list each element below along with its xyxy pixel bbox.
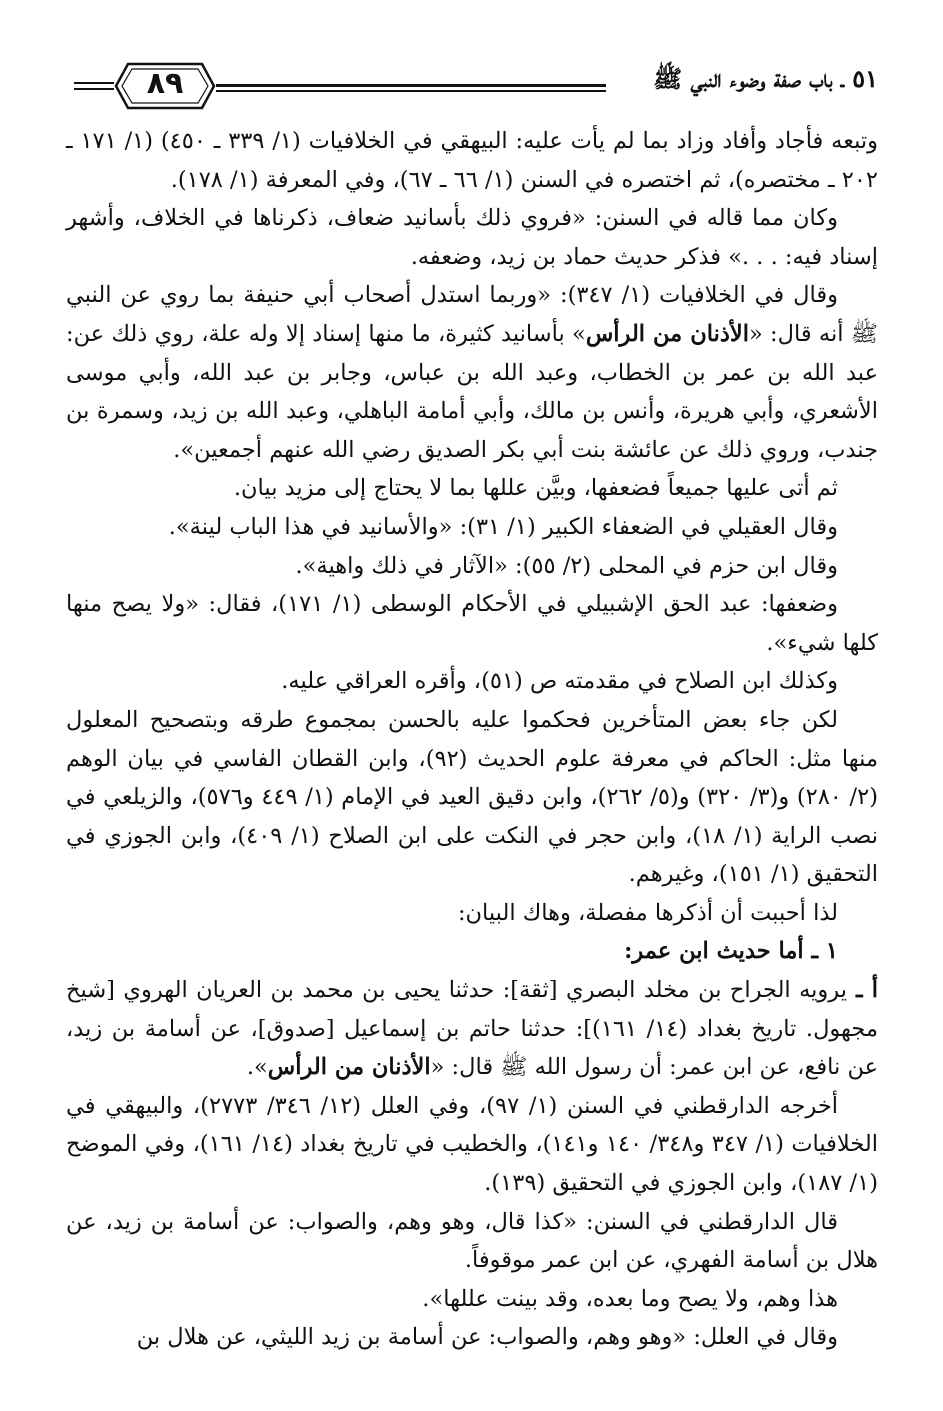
text-run: وكذلك ابن الصلاح في مقدمته ص (٥١)، وأقره العراقي عليه. [281,668,838,695]
bold-text: الأذنان من الرأس [267,1054,431,1081]
page-number-badge [114,60,216,112]
paragraph [66,1318,878,1357]
text-run: وضعفها: عبد الحق الإشبيلي في الأحكام الوسطى (١/ ١٧١)، فقال: «ولا يصح منها كلها شيء». [66,591,878,656]
header-rule [74,82,114,84]
text-run: وتبعه فأجاد وأفاد وزاد بما لم يأت عليه: البيهقي في الخلافيات (١/ ٣٣٩ ـ ٤٥٠) (١/ ١٧١ ـ ٢٠٢ ـ مختصره)، ثم اختصره في السنن (١/ ٦٦ ـ ٦٧)، وفي المعرفة (١/ ١٧٨). [66,128,879,193]
header-rule [216,84,606,87]
page-header [66,58,878,120]
text-run: وقال العقيلي في الضعفاء الكبير (١/ ٣١): «والأسانيد في هذا الباب لينة». [168,513,838,540]
text-run: وقال في الخلافيات (١/ ٣٤٧): «وربما استدل أصحاب أبي حنيفة بما روي عن النبي ﷺ أنه قال: « [66,282,878,347]
paragraph [66,547,878,586]
text-run: لذا أحببت أن أذكرها مفصلة، وهاك البيان: [457,899,838,926]
paragraph [66,932,878,971]
page-number: ٨٩ [146,66,184,101]
paragraph [66,1280,878,1319]
paragraph [66,199,878,276]
paragraph [66,662,878,701]
body-text [66,122,878,1357]
text-run: وقال في العلل: «وهو وهم، والصواب: عن أسامة بن زيد الليثي، عن هلال بن [136,1324,838,1351]
text-run: ثم أتى عليها جميعاً فضعفها، وبيَّن عللها بما لا يحتاج إلى مزيد بيان. [233,475,838,502]
bold-text: ١ ـ أما حديث ابن عمر: [624,938,838,965]
header-rule [216,90,606,92]
text-run: ». [246,1054,268,1081]
paragraph [66,1203,878,1280]
paragraph [66,894,878,933]
text-run: وكان مما قاله في السنن: «فروي ذلك بأسانيد ضعاف، ذكرناها في الخلاف، وأشهر إسناد فيه: . . .» فذكر حديث حماد بن زيد، وضعفه. [66,205,878,270]
paragraph [66,585,878,662]
paragraph [66,701,878,894]
text-run: لكن جاء بعض المتأخرين فحكموا عليه بالحسن بمجموع طرقه وبتصحيح المعلول منها مثل: الحاكم في معرفة علوم الحديث (٩٢)، وابن القطان الفاسي في بيان الوهم (٢/ ٢٨٠) و(٣/ ٣٢٠) و(٥/ ٢٦٢)، وابن دقيق العيد في الإمام (١/ ٤٤٩ و٥٧٦)، والزيلعي في نصب الراية (١/ ١٨)، وابن حجر في النكت على ابن الصلاح (١/ ٤٠٩)، وابن الجوزي في التحقيق (١/ ١٥١)، وغيرهم. [66,706,879,888]
paragraph [66,971,878,1087]
paragraph [66,122,878,199]
paragraph [66,1087,878,1203]
text-run: » بأسانيد كثيرة، ما منها إسناد إلا وله علة، روي ذلك عن: عبد الله بن عمر بن الخطاب، وعبد الله بن عباس، وجابر بن عبد الله، وأبي موسى الأشعري، وأبي هريرة، وأنس بن مالك، وأبي أمامة الباهلي، وعبد الله بن زيد، وسمرة بن جندب، وروي ذلك عن عائشة بنت أبي بكر الصديق رضي الله عنهم أجمعين». [66,320,878,463]
text-run: يرويه الجراح بن مخلد البصري [ثقة]: حدثنا يحيى بن محمد بن العريان الهروي [شيخ مجهول. تاريخ بغداد (١٤/ ١٦١)]: حدثنا حاتم بن إسماعيل [صدوق]، عن أسامة بن زيد، عن نافع، عن ابن عمر: أن رسول الله ﷺ قال: « [66,977,878,1081]
text-run: أخرجه الدارقطني في السنن (١/ ٩٧)، وفي العلل (١٢/ ٣٤٦/ ٢٧٧٣)، والبيهقي في الخلافيات (١/ ٣٤٧ و٣٤٨/ ١٤٠ و١٤١)، والخطيب في تاريخ بغداد (١٤/ ١٦١)، وفي الموضح (١/ ١٨٧)، وابن الجوزي في التحقيق (١٣٩). [66,1092,878,1197]
bold-text: أ ـ [846,977,878,1004]
bold-text: الأذنان من الرأس [585,320,749,347]
paragraph [66,469,878,508]
paragraph [66,508,878,547]
chapter-title: ٥١ ـ باب صفة وضوء النبي ﷺ [653,64,878,93]
text-run: وقال ابن حزم في المحلى (٢/ ٥٥): «الآثار في ذلك واهية». [295,552,838,579]
paragraph [66,276,878,469]
text-run: قال الدارقطني في السنن: «كذا قال، وهو وهم، والصواب: عن أسامة بن زيد، عن هلال بن أسامة الفهري، عن ابن عمر موقوفاً. [66,1208,878,1274]
text-run: هذا وهم، ولا يصح وما بعده، وقد بينت عللها». [422,1285,838,1312]
header-rule [74,88,114,90]
